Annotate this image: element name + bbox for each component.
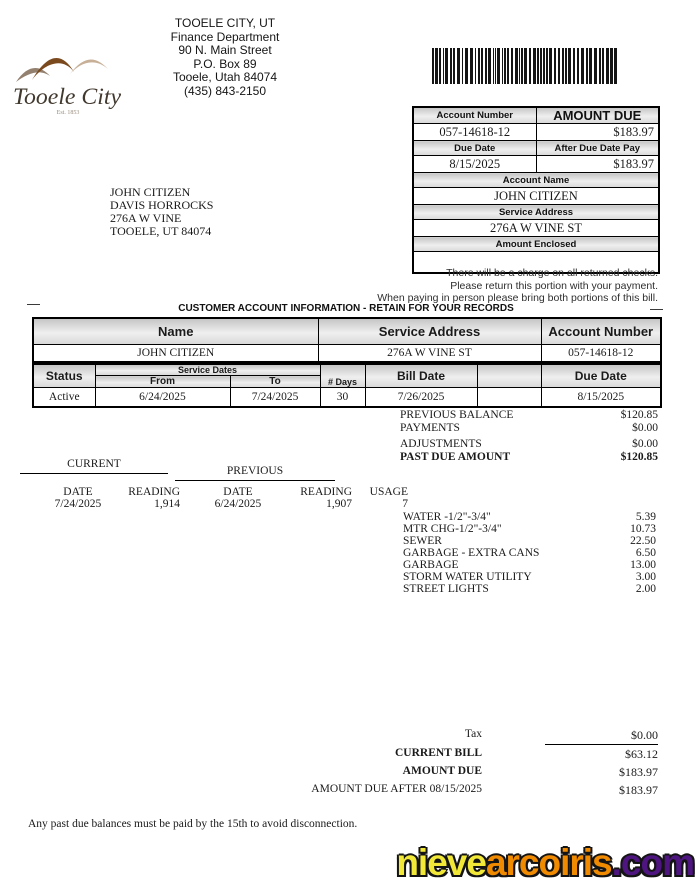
watermark xyxy=(396,842,694,884)
amount-due-total-value: $183.97 xyxy=(619,765,658,779)
watermark-segment: .com xyxy=(611,842,694,883)
previous-date-header: DATE xyxy=(223,486,253,498)
service-dates-header: Service Dates xyxy=(95,364,320,376)
due-date-label: Due Date xyxy=(413,141,536,156)
charge-label: STORM WATER UTILITY xyxy=(403,571,532,583)
list-item xyxy=(403,523,656,535)
balance-summary xyxy=(400,409,658,464)
mountain-right-icon xyxy=(70,59,108,74)
current-reading-value: 1,914 xyxy=(154,498,180,510)
mountain-left-icon xyxy=(16,68,50,82)
account-name-value: JOHN CITIZEN xyxy=(413,188,659,205)
charge-label: GARBAGE - EXTRA CANS xyxy=(403,547,540,559)
status-cell: Active xyxy=(33,388,95,407)
list-item xyxy=(403,511,656,523)
charge-label: GARBAGE xyxy=(403,559,459,571)
amount-due-after-row xyxy=(300,783,658,798)
notice-return-portion: Please return this portion with your payment. xyxy=(450,279,658,292)
payments-value: $0.00 xyxy=(632,422,658,434)
department-line: Finance Department xyxy=(170,29,280,44)
past-due-value: $120.85 xyxy=(620,451,658,463)
to-header: To xyxy=(230,376,320,388)
charge-label: WATER -1/2"-3/4" xyxy=(403,511,491,523)
bill-date-header: Bill Date xyxy=(365,364,477,388)
mailing-name: JOHN CITIZEN xyxy=(110,185,191,199)
phone-line: (435) 843-2150 xyxy=(183,83,267,98)
charge-value: 10.73 xyxy=(630,523,656,535)
usage-header: USAGE xyxy=(369,486,408,498)
charge-value: 2.00 xyxy=(635,583,656,595)
charge-value: 3.00 xyxy=(635,571,656,583)
past-due-label: PAST DUE AMOUNT xyxy=(400,451,511,463)
tax-label: Tax xyxy=(464,728,482,740)
current-date-header: DATE xyxy=(63,486,93,498)
notice-returned-checks: There will be a charge on all returned checks. xyxy=(446,267,658,279)
charge-value: 13.00 xyxy=(630,559,656,571)
list-item xyxy=(403,547,656,559)
current-date-value: 7/24/2025 xyxy=(54,498,102,510)
pobox-line: P.O. Box 89 xyxy=(193,56,257,71)
days-header: # Days xyxy=(320,364,365,388)
from-date-cell: 6/24/2025 xyxy=(95,388,230,407)
list-item xyxy=(403,571,656,583)
current-group-label: CURRENT xyxy=(20,458,168,474)
service-charges-list xyxy=(403,511,656,595)
payment-stub-table xyxy=(412,106,660,274)
payment-notices xyxy=(377,267,658,305)
amount-due-after-value: $183.97 xyxy=(619,783,658,797)
list-item xyxy=(400,451,658,464)
finance-department-address xyxy=(130,17,320,98)
from-header: From xyxy=(95,376,230,388)
logo-city-name: Tooele City xyxy=(13,84,122,109)
charge-label: STREET LIGHTS xyxy=(403,583,489,595)
amount-due-value: $183.97 xyxy=(536,124,659,141)
adjustments-value: $0.00 xyxy=(632,438,658,450)
list-item xyxy=(400,438,658,451)
list-item xyxy=(403,535,656,547)
amount-due-total-label: AMOUNT DUE xyxy=(402,765,482,777)
empty-cell xyxy=(477,388,541,407)
bill-date-cell: 7/26/2025 xyxy=(365,388,477,407)
usage-value: 7 xyxy=(402,498,408,510)
current-bill-label: CURRENT BILL xyxy=(394,747,482,759)
list-item xyxy=(403,583,656,595)
days-cell: 30 xyxy=(320,388,365,407)
account-number-value: 057-14618-12 xyxy=(413,124,536,141)
adjustments-label: ADJUSTMENTS xyxy=(400,438,482,450)
name-header: Name xyxy=(33,318,318,344)
current-bill-row xyxy=(300,747,658,762)
charge-label: SEWER xyxy=(403,535,442,547)
previous-balance-label: PREVIOUS BALANCE xyxy=(400,409,514,421)
charge-label: MTR CHG-1/2"-3/4" xyxy=(403,523,502,535)
due-date-value: 8/15/2025 xyxy=(413,156,536,173)
current-reading-header: READING xyxy=(128,486,180,498)
previous-group-label: PREVIOUS xyxy=(175,465,335,481)
service-address-header: Service Address xyxy=(318,318,541,344)
readings-value-row xyxy=(20,498,420,511)
service-address-label: Service Address xyxy=(413,205,659,220)
mailing-address xyxy=(110,186,213,238)
table-row xyxy=(33,388,661,407)
charge-value: 5.39 xyxy=(635,511,656,523)
service-address-cell: 276A W VINE ST xyxy=(318,344,541,362)
barcode xyxy=(432,48,620,84)
charge-value: 6.50 xyxy=(635,547,656,559)
logo-established: Est. 1853 xyxy=(56,110,80,116)
notice-both-portions: When paying in person please bring both portions of this bill. xyxy=(377,292,658,304)
list-item xyxy=(400,409,658,422)
service-address-value: 276A W VINE ST xyxy=(413,220,659,237)
charge-value: 22.50 xyxy=(630,535,656,547)
service-detail-table xyxy=(32,363,662,408)
after-due-value: $183.97 xyxy=(536,156,659,173)
account-number-header: Account Number xyxy=(541,318,661,344)
watermark-segment: arcoiris xyxy=(485,842,612,883)
street-line: 90 N. Main Street xyxy=(178,43,272,57)
empty-header-cell xyxy=(477,364,541,388)
customer-name-cell: JOHN CITIZEN xyxy=(33,344,318,362)
citystate-line: Tooele, Utah 84074 xyxy=(172,70,278,84)
tooele-city-logo xyxy=(10,42,126,118)
after-due-date-label: After Due Date Pay xyxy=(536,141,659,156)
table-row xyxy=(33,344,661,362)
previous-reading-value: 1,907 xyxy=(326,498,352,510)
mailing-name2: DAVIS HORROCKS xyxy=(110,198,214,212)
list-item xyxy=(400,422,658,435)
account-number-cell: 057-14618-12 xyxy=(541,344,661,362)
mailing-citystate: TOOELE, UT 84074 xyxy=(110,224,212,238)
customer-info-table xyxy=(32,317,662,363)
records-section-title: CUSTOMER ACCOUNT INFORMATION - RETAIN FOR YOUR RECORDS xyxy=(178,303,514,314)
previous-date-value: 6/24/2025 xyxy=(214,498,262,510)
totals-divider xyxy=(545,744,658,745)
amount-due-label: AMOUNT DUE xyxy=(536,107,659,124)
watermark-segment: nieve xyxy=(396,842,486,883)
tax-value: $0.00 xyxy=(631,728,658,742)
previous-reading-header: READING xyxy=(300,486,352,498)
payments-label: PAYMENTS xyxy=(400,422,460,434)
list-item xyxy=(403,559,656,571)
due-date-cell: 8/15/2025 xyxy=(541,388,661,407)
disconnection-notice: Any past due balances must be paid by the 15th to avoid disconnection. xyxy=(28,818,358,830)
account-number-label: Account Number xyxy=(413,107,536,124)
tax-row xyxy=(300,728,658,743)
status-header: Status xyxy=(33,364,95,388)
to-date-cell: 7/24/2025 xyxy=(230,388,320,407)
account-name-label: Account Name xyxy=(413,173,659,188)
mailing-street: 276A W VINE xyxy=(110,211,182,225)
city-line: TOOELE CITY, UT xyxy=(174,16,276,30)
amount-due-after-label: AMOUNT DUE AFTER 08/15/2025 xyxy=(311,783,482,795)
previous-balance-value: $120.85 xyxy=(620,409,658,421)
amount-due-row xyxy=(300,765,658,780)
current-bill-value: $63.12 xyxy=(625,747,658,761)
amount-enclosed-label: Amount Enclosed xyxy=(413,237,659,252)
due-date-header: Due Date xyxy=(541,364,661,388)
